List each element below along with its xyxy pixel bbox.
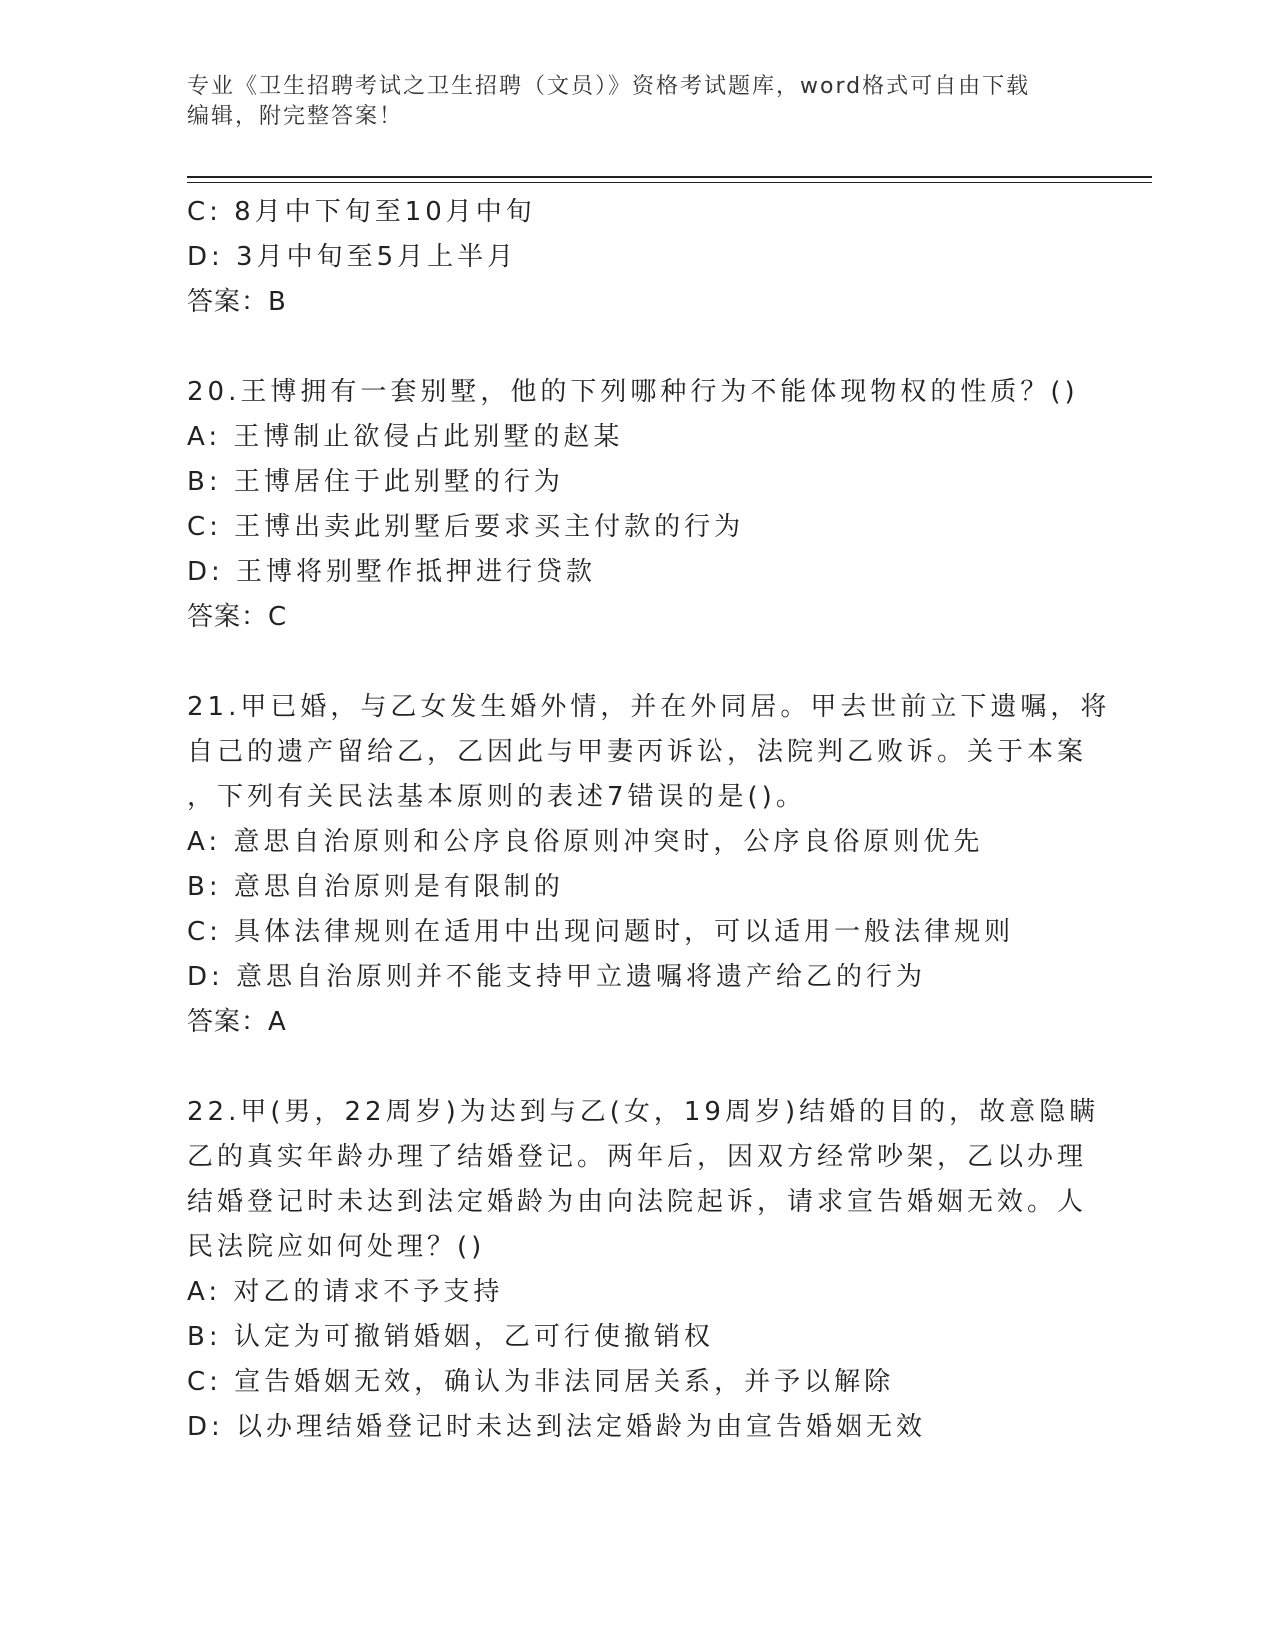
answer: 答案：C [187, 602, 288, 632]
option-a: A: 对乙的请求不予支持 [187, 1277, 504, 1307]
option-d: D: 王博将别墅作抵押进行贷款 [187, 557, 597, 587]
option-b: B: 王博居住于此别墅的行为 [187, 467, 564, 497]
question-stem-line: 21.甲已婚，与乙女发生婚外情，并在外同居。甲去世前立下遗嘱，将 [187, 692, 1111, 722]
question-stem-line: 乙的真实年龄办理了结婚登记。两年后，因双方经常吵架，乙以办理 [187, 1142, 1088, 1172]
spacer [187, 1045, 1147, 1090]
question-stem-line: 民法院应如何处理？() [187, 1232, 486, 1262]
option-c: C: 8月中下旬至10月中旬 [187, 197, 536, 227]
header-line-1: 专业《卫生招聘考试之卫生招聘（文员）》资格考试题库，word格式可自由下载 [187, 74, 1031, 99]
option-b: B: 意思自治原则是有限制的 [187, 872, 564, 902]
option-b: B: 认定为可撤销婚姻，乙可行使撤销权 [187, 1322, 714, 1352]
spacer [187, 325, 1147, 370]
header-line-2: 编辑，附完整答案！ [187, 104, 404, 129]
spacer [187, 640, 1147, 685]
answer: 答案：A [187, 1007, 287, 1037]
question-stem-line: ，下列有关民法基本原则的表述7错误的是()。 [187, 782, 806, 812]
question-20 [187, 370, 1147, 640]
option-d: D: 3月中旬至5月上半月 [187, 242, 518, 272]
question-stem-line: 结婚登记时未达到法定婚龄为由向法院起诉，请求宣告婚姻无效。人 [187, 1187, 1088, 1217]
option-c: C: 具体法律规则在适用中出现问题时，可以适用一般法律规则 [187, 917, 1015, 947]
option-d: D: 以办理结婚登记时未达到法定婚龄为由宣告婚姻无效 [187, 1412, 927, 1442]
question-stem-line: 22.甲(男，22周岁)为达到与乙(女，19周岁)结婚的目的，故意隐瞒 [187, 1097, 1100, 1127]
option-a: A: 王博制止欲侵占此别墅的赵某 [187, 422, 624, 452]
question-22 [187, 1090, 1147, 1450]
header-divider [187, 176, 1152, 178]
question-stem: 20.王博拥有一套别墅，他的下列哪种行为不能体现物权的性质？() [187, 377, 1079, 407]
question-stem-line: 自己的遗产留给乙，乙因此与甲妻丙诉讼，法院判乙败诉。关于本案 [187, 737, 1088, 767]
option-c: C: 宣告婚姻无效，确认为非法同居关系，并予以解除 [187, 1367, 895, 1397]
answer: 答案：B [187, 287, 287, 317]
question-21 [187, 685, 1147, 1045]
option-a: A: 意思自治原则和公序良俗原则冲突时，公序良俗原则优先 [187, 827, 984, 857]
document-header [187, 72, 1087, 132]
option-d: D: 意思自治原则并不能支持甲立遗嘱将遗产给乙的行为 [187, 962, 927, 992]
option-c: C: 王博出卖此别墅后要求买主付款的行为 [187, 512, 745, 542]
document-body [187, 190, 1147, 1450]
